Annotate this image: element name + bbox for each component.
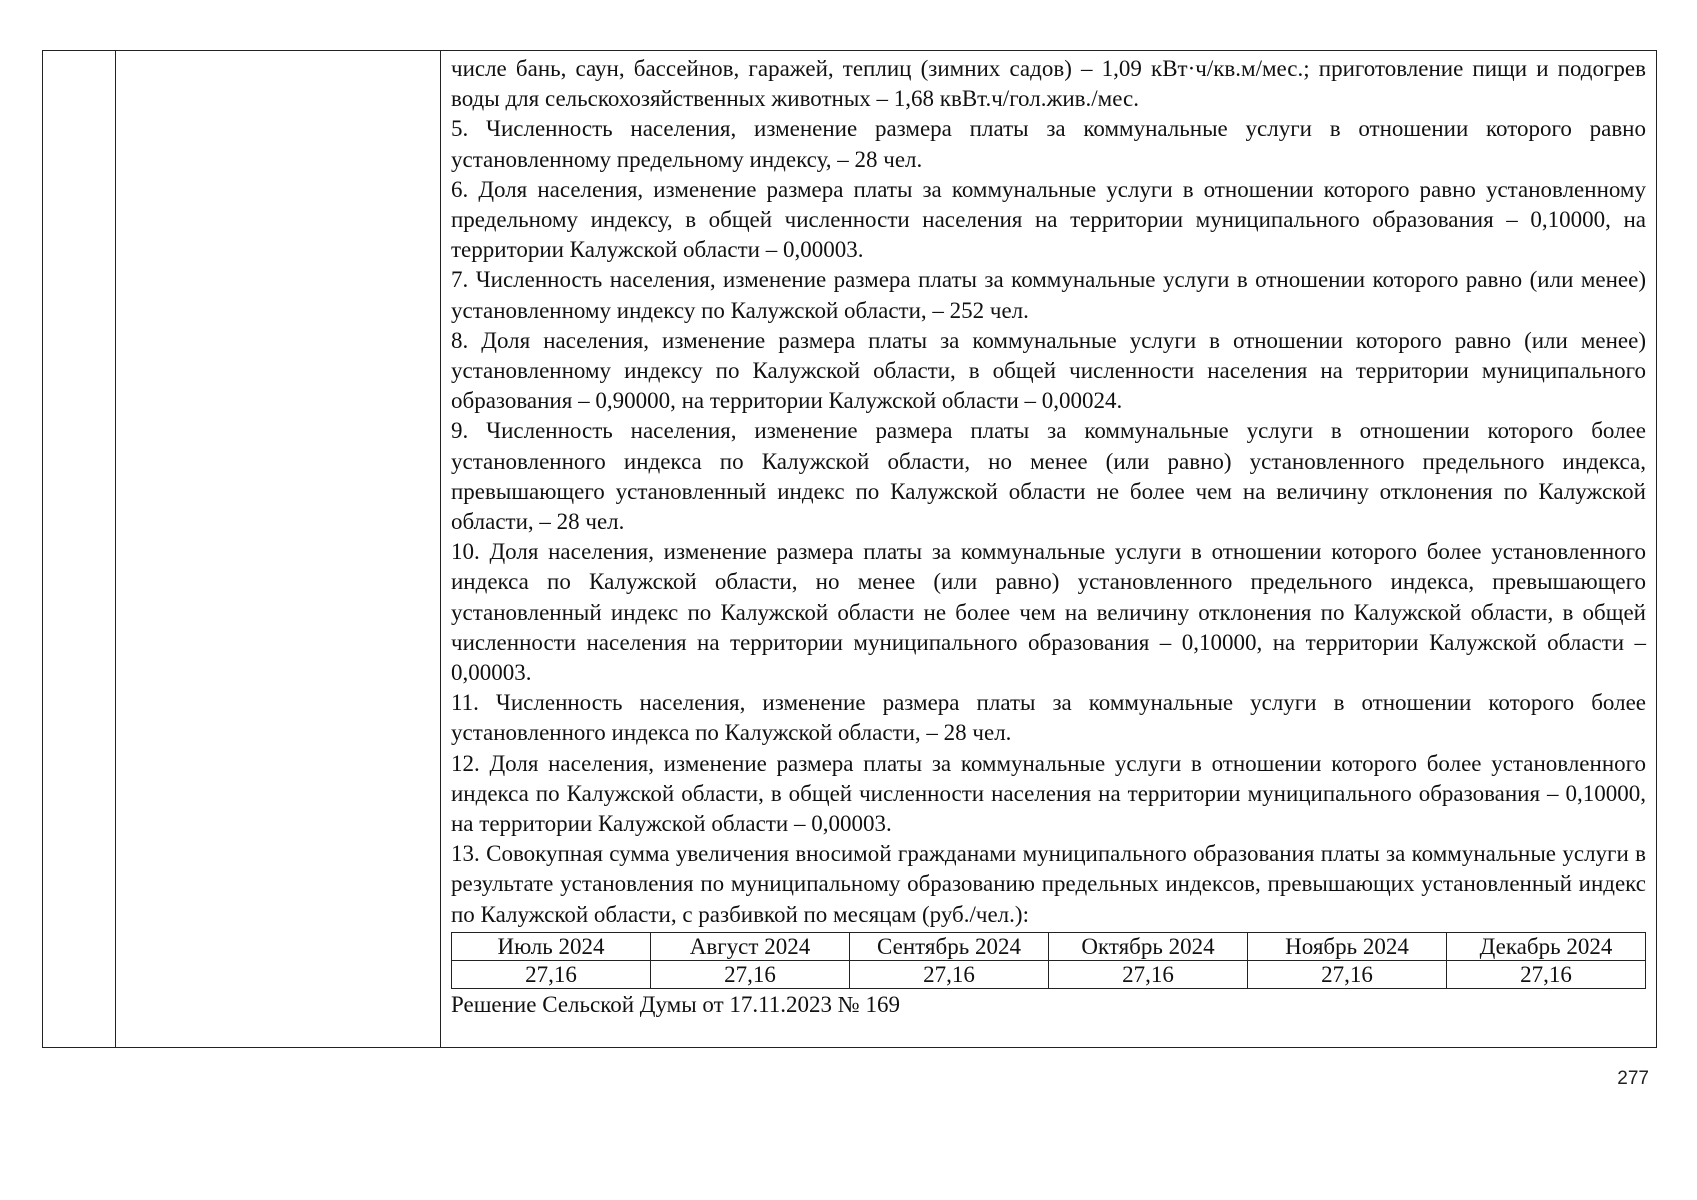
table-row: [452, 960, 1646, 988]
paragraph-13: 13. Совокупная сумма увеличения вносимой гражданами муниципального образования платы за коммунальные услуги в результате установления по муниципальному образованию предельных индексов, превышающих установленный индекс по Калужской области, с разбивкой по месяцам (руб./чел.):: [451, 841, 1646, 927]
paragraph-continuation: числе бань, саун, бассейнов, гаражей, теплиц (зимних садов) – 1,09 кВт·ч/кв.м/мес.; приготовление пищи и подогрев воды для сельскохозяйственных животных – 1,68 квВт.ч/гол.жив./мес.: [451, 56, 1646, 112]
paragraph-12: 12. Доля населения, изменение размера платы за коммунальные услуги в отношении которого более установленного индекса по Калужской области, в общей численности населения на территории муниципального образования – 0,10000, на территории Калужской области – 0,00003.: [451, 750, 1646, 837]
document-table: [42, 50, 1657, 1048]
paragraph-8: 8. Доля населения, изменение размера платы за коммунальные услуги в отношении которого равно (или менее) установленному индексу по Калужской области, в общей численности населения на территории муниципального образования – 0,90000, на территории Калужской области – 0,00024.: [451, 327, 1646, 414]
monthly-increase-table: [451, 932, 1646, 989]
paragraph-6: 6. Доля населения, изменение размера платы за коммунальные услуги в отношении которого равно установленному предельному индексу, в общей численности населения на территории муниципального образования – 0,10000, на территории Калужской области – 0,00003.: [451, 176, 1646, 263]
page-number: 277: [1617, 1068, 1649, 1089]
value-cell: 27,16: [651, 960, 850, 988]
header-cell: Октябрь 2024: [1049, 932, 1248, 960]
paragraph-11: 11. Численность населения, изменение размера платы за коммунальные услуги в отношении которого более установленного индекса по Калужской области, – 28 чел.: [451, 690, 1646, 746]
paragraph-9: 9. Численность населения, изменение размера платы за коммунальные услуги в отношении которого более установленного индекса по Калужской области, но менее (или равно) установленного предельного индекса, превышающего установленный индекс по Калужской области не более чем на величину отклонения по Калужской области, – 28 чел.: [451, 418, 1646, 535]
value-cell: 27,16: [1248, 960, 1447, 988]
header-cell: Июль 2024: [452, 932, 651, 960]
value-cell: 27,16: [1447, 960, 1646, 988]
content-cell: [441, 51, 1656, 1047]
value-cell: 27,16: [452, 960, 651, 988]
table-header-row: [452, 932, 1646, 960]
paragraph-5: 5. Численность населения, изменение размера платы за коммунальные услуги в отношении которого равно установленному предельному индексу, – 28 чел.: [451, 116, 1646, 172]
header-cell: Ноябрь 2024: [1248, 932, 1447, 960]
header-cell: Август 2024: [651, 932, 850, 960]
column-divider-1: [115, 51, 116, 1047]
header-cell: Сентябрь 2024: [850, 932, 1049, 960]
value-cell: 27,16: [1049, 960, 1248, 988]
decision-reference: Решение Сельской Думы от 17.11.2023 № 169: [451, 991, 900, 1017]
paragraph-10: 10. Доля населения, изменение размера платы за коммунальные услуги в отношении которого более установленного индекса по Калужской области, но менее (или равно) установленного предельного индекса, превышающего установленный индекс по Калужской области не более чем на величину отклонения по Калужской области, в общей численности населения на территории муниципального образования – 0,10000, на территории Калужской области – 0,00003.: [451, 539, 1646, 686]
header-cell: Декабрь 2024: [1447, 932, 1646, 960]
value-cell: 27,16: [850, 960, 1049, 988]
paragraph-7: 7. Численность населения, изменение размера платы за коммунальные услуги в отношении которого равно (или менее) установленному индексу по Калужской области, – 252 чел.: [451, 267, 1646, 323]
